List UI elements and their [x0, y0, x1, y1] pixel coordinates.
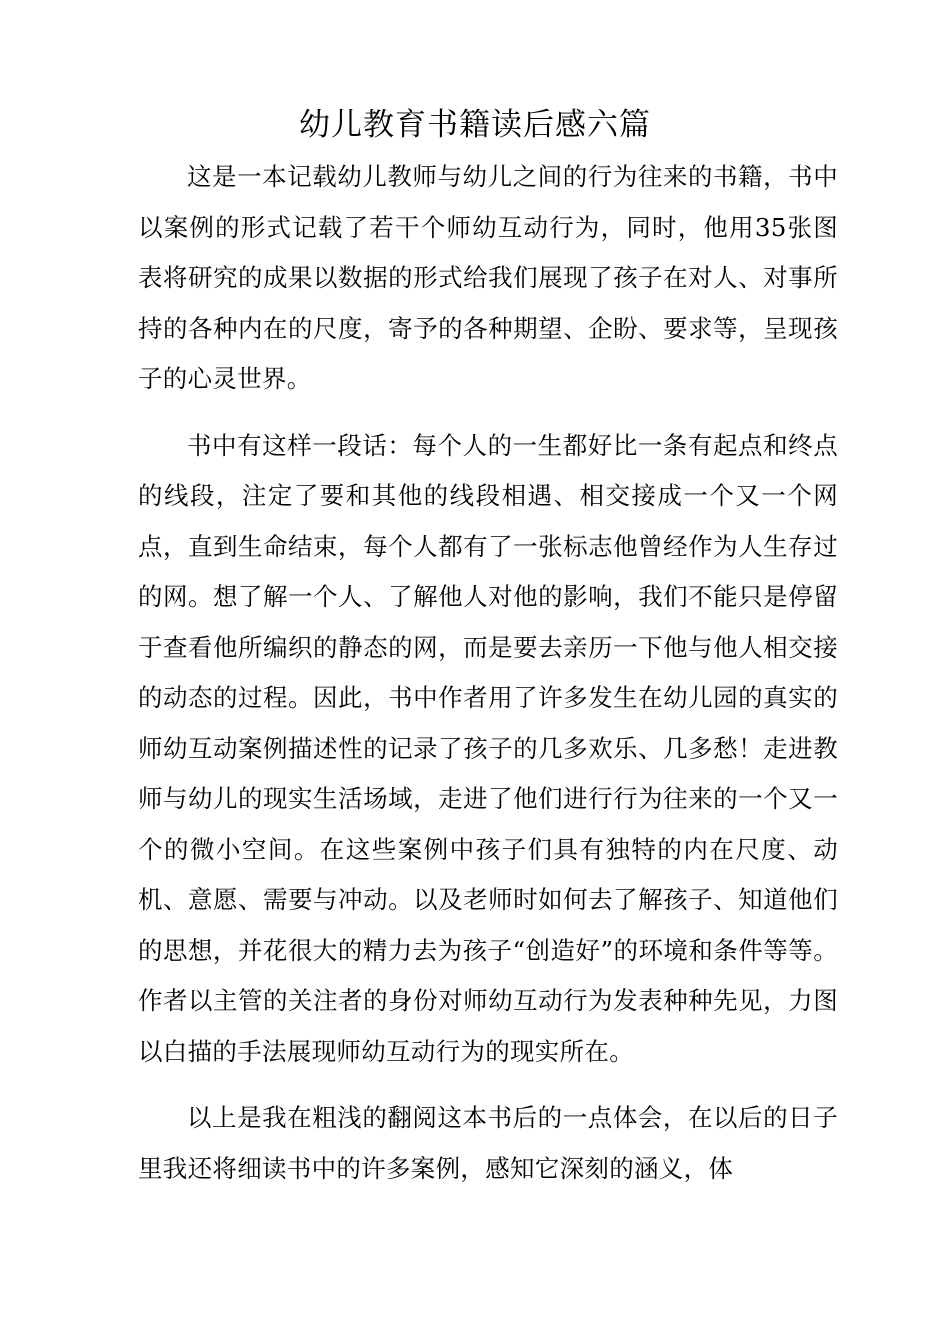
paragraph-conclusion: 以上是我在粗浅的翻阅这本书后的一点体会，在以后的日子里我还将细读书中的许多案例，感知它深刻的涵义，体	[138, 1103, 838, 1183]
document-title: 幼儿教育书籍读后感六篇	[299, 107, 651, 143]
document-body	[138, 152, 838, 1210]
paragraph-quote: 书中有这样一段话：每个人的一生都好比一条有起点和终点的线段，注定了要和其他的线段相遇、相交接成一个又一个网点，直到生命结束，每个人都有了一张标志他曾经作为人生存过的网。想了解一个人、了解他人对他的影响，我们不能只是停留于查看他所编织的静态的网，而是要去亲历一下他与他人相交接的动态的过程。因此，书中作者用了许多发生在幼儿园的真实的师幼互动案例描述性的记录了孩子的几多欢乐、几多愁！走进教师与幼儿的现实生活场域，走进了他们进行行为往来的一个又一个的微小空间。在这些案例中孩子们具有独特的内在尺度、动机、意愿、需要与冲动。以及老师时如何去了解孩子、知道他们的思想，并花很大的精力去为孩子“创造好”的环境和条件等等。作者以主管的关注者的身份对师幼互动行为发表种种先见，力图以白描的手法展现师幼互动行为的现实所在。	[138, 430, 838, 1066]
paragraph-intro: 这是一本记载幼儿教师与幼儿之间的行为往来的书籍，书中以案例的形式记载了若干个师幼互动行为，同时，他用35张图表将研究的成果以数据的形式给我们展现了孩子在对人、对事所持的各种内在的尺度，寄予的各种期望、企盼、要求等，呈现孩子的心灵世界。	[138, 162, 838, 393]
